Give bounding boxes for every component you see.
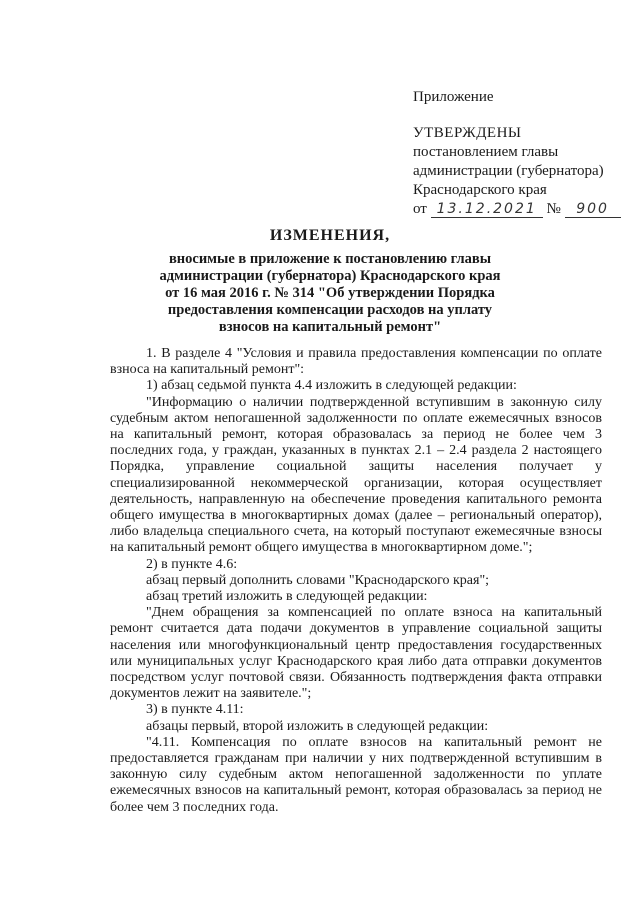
heading-title: ИЗМЕНЕНИЯ,	[269, 227, 391, 244]
document-body	[110, 346, 602, 816]
document-heading	[140, 227, 520, 336]
body-paragraph: 1) абзац седьмой пункта 4.4 изложить в следующей редакции:	[146, 378, 517, 394]
approved-label: УТВЕРЖДЕНЫ	[413, 125, 522, 141]
approval-line: постановлением главы	[413, 144, 559, 160]
number-sign: №	[546, 201, 561, 217]
heading-line: администрации (губернатора) Краснодарского края	[159, 268, 501, 284]
body-paragraph: абзац первый дополнить словами "Краснодарского края";	[146, 572, 490, 588]
body-paragraph: 3) в пункте 4.11:	[146, 702, 244, 718]
approval-line: администрации (губернатора)	[413, 163, 604, 179]
approval-line: Краснодарского края	[413, 182, 547, 198]
heading-line: вносимые в приложение к постановлению главы	[168, 251, 492, 267]
approval-stamp	[413, 88, 621, 219]
body-paragraph: абзацы первый, второй изложить в следующей редакции:	[146, 718, 489, 734]
approval-date-line	[413, 200, 621, 219]
appendix-label: Приложение	[413, 89, 494, 105]
handwritten-date: 13.12.2021	[431, 202, 543, 218]
body-paragraph: 2) в пункте 4.6:	[146, 556, 238, 572]
body-paragraph: "4.11. Компенсация по оплате взносов на капитальный ремонт не предоставляется гражданам при наличии у них подтвержденной вступившим в законную силу судебным актом непогашенной задолженности по уплате ежемесячных взносов на капитальный ремонт, которая образовалась за период не более чем 3 последних года.	[110, 734, 602, 815]
date-prefix: от	[413, 201, 427, 217]
heading-line: предоставления компенсации расходов на уплату	[167, 302, 493, 318]
heading-line: взносов на капитальный ремонт"	[218, 319, 442, 335]
body-paragraph: абзац третий изложить в следующей редакции:	[146, 589, 428, 605]
body-paragraph: "Днем обращения за компенсацией по оплате взноса на капитальный ремонт считается дата подачи документов в управление социальной защиты населения или многофункциональный центр предоставления государственных или муниципальных услуг Краснодарского края либо дата отправки документов посредством услуг почтовой связи. Обязанность подтверждения факта отправки документов лежит на заявителе.";	[110, 605, 602, 702]
heading-line: от 16 мая 2016 г. № 314 "Об утверждении Порядка	[165, 285, 495, 301]
body-paragraph: 1. В разделе 4 "Условия и правила предоставления компенсации по оплате взноса на капитальный ремонт":	[110, 346, 602, 378]
handwritten-number: 900	[565, 202, 621, 218]
body-paragraph: "Информацию о наличии подтвержденной вступившим в законную силу судебным актом непогашенной задолженности по оплате ежемесячных взносов на капитальный ремонт, которая образовалась за период не более чем 3 последних года, у граждан, указанных в пунктах 2.1 – 2.4 раздела 2 настоящего Порядка, управление социальной защиты населения получает у специализированной некоммерческой организации, которая осуществляет деятельность, направленную на обеспечение проведения капитального ремонта общего имущества в многоквартирных домах (далее – региональный оператор), либо владельца специального счета, на который поступают ежемесячные взносы на капитальный ремонт общего имущества в многоквартирном доме.";	[110, 394, 602, 556]
